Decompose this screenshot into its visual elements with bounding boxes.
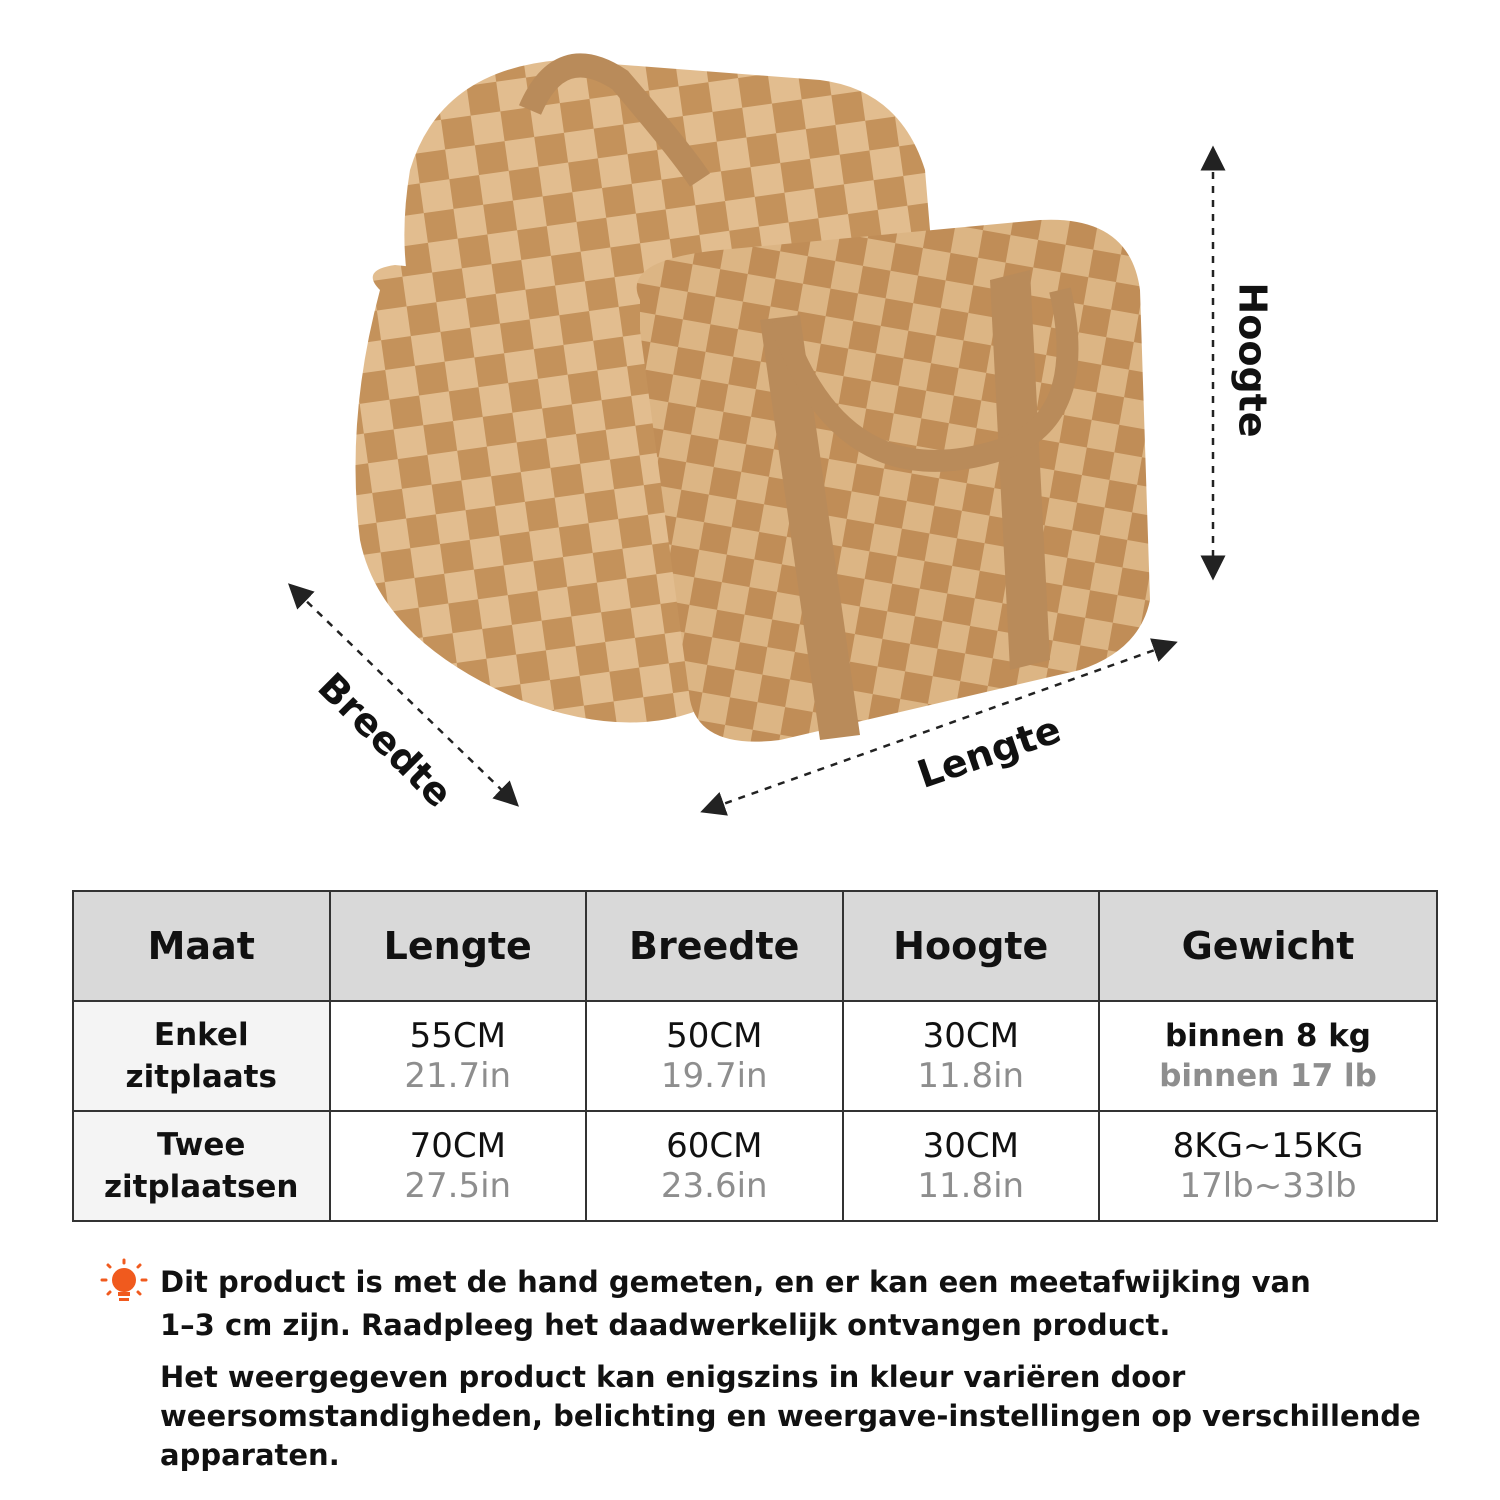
- height-cell: 30CM 11.8in: [843, 1111, 1100, 1221]
- color-disclaimer: Het weergegeven product kan enigszins in kleur variëren door weersomstandigheden, belichting en weergave-instellingen op verschillende apparaten.: [160, 1360, 1421, 1472]
- width-label: Breedte: [309, 664, 461, 816]
- width-cell: 50CM 19.7in: [586, 1001, 843, 1111]
- length-label: Lengte: [911, 707, 1067, 797]
- width-cell: 60CM 23.6in: [586, 1111, 843, 1221]
- length-cell: 55CM 21.7in: [330, 1001, 587, 1111]
- size-cell: Enkel zitplaats: [73, 1001, 330, 1111]
- header-size: Maat: [73, 891, 330, 1001]
- height-cell: 30CM 11.8in: [843, 1001, 1100, 1111]
- size-table: [72, 890, 1438, 1222]
- table-row: [73, 1111, 1437, 1221]
- header-width: Breedte: [586, 891, 843, 1001]
- header-length: Lengte: [330, 891, 587, 1001]
- table-row: [73, 1001, 1437, 1111]
- length-cell: 70CM 27.5in: [330, 1111, 587, 1221]
- note-line-1: Dit product is met de hand gemeten, en er kan een meetafwijking van: [160, 1265, 1311, 1299]
- height-label: Hoogte: [1230, 282, 1275, 438]
- header-height: Hoogte: [843, 891, 1100, 1001]
- size-cell: Twee zitplaatsen: [73, 1111, 330, 1221]
- weight-cell: 8KG~15KG 17lb~33lb: [1099, 1111, 1437, 1221]
- lightbulb-icon: [98, 1258, 150, 1310]
- car-seat-bag: [356, 60, 1151, 742]
- table-header-row: [73, 891, 1437, 1001]
- header-weight: Gewicht: [1099, 891, 1437, 1001]
- note-line-2: 1–3 cm zijn. Raadpleeg het daadwerkelijk ontvangen product.: [160, 1308, 1171, 1342]
- weight-cell: binnen 8 kg binnen 17 lb: [1099, 1001, 1437, 1111]
